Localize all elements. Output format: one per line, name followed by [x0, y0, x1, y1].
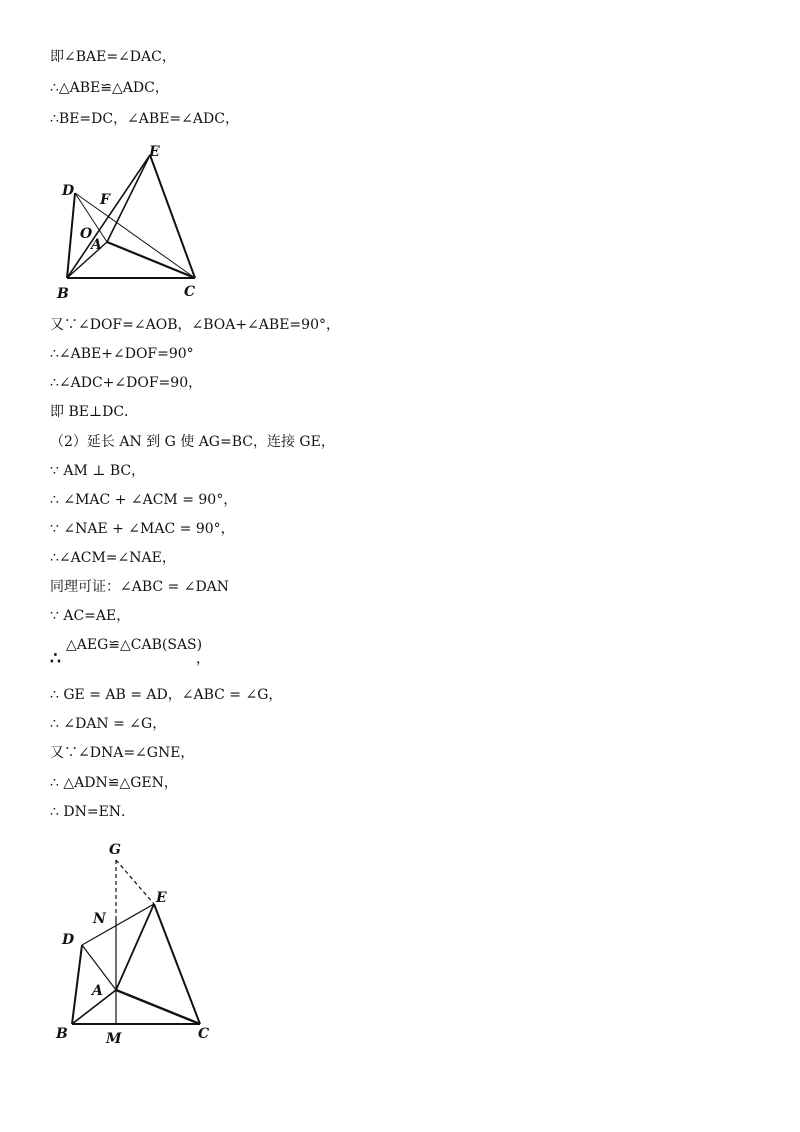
proof-line-4: 又∵∠DOF=∠AOB，∠BOA+∠ABE=90°，: [50, 317, 340, 333]
proof-line-17: 又∵∠DNA=∠GNE，: [50, 745, 195, 761]
segment-ac: [116, 990, 200, 1024]
segment-ce: [154, 904, 200, 1024]
label-f: F: [100, 192, 110, 208]
label-b: B: [56, 1026, 68, 1042]
label-a: A: [92, 983, 103, 999]
segment-ce: [150, 155, 195, 278]
segment-ae: [107, 155, 150, 242]
proof-line-16: ∴ ∠DAN = ∠G，: [50, 716, 167, 732]
label-c: C: [198, 1026, 210, 1042]
proof-line-18: ∴ △ADN≌△GEN，: [50, 775, 178, 791]
proof-line-2: ∴△ABE≌△ADC，: [50, 80, 169, 96]
proof-line-11: ∵ ∠NAE + ∠MAC = 90°，: [50, 521, 235, 537]
figure-2-svg: [50, 838, 225, 1053]
figure-1-svg: [50, 140, 220, 305]
figure-1-diagram: [50, 140, 220, 305]
label-c: C: [184, 284, 196, 300]
label-e: E: [149, 144, 160, 160]
proof-line-13: 同理可证：∠ABC = ∠DAN: [50, 579, 230, 595]
congruence-formula: △AEG≌△CAB(SAS): [66, 637, 203, 653]
proof-line-6: ∴∠ADC+∠DOF=90，: [50, 375, 203, 391]
segment-dc: [75, 193, 195, 278]
proof-line-9: ∵ AM ⊥ BC，: [50, 463, 146, 479]
label-d: D: [62, 183, 75, 199]
proof-line-19: ∴ DN=EN．: [50, 804, 136, 820]
proof-line-1: 即∠BAE=∠DAC，: [50, 49, 176, 65]
proof-line-8: （2）延长 AN 到 G 使 AG=BC，连接 GE，: [50, 434, 335, 450]
proof-line-14: ∵ AC=AE，: [50, 608, 131, 624]
label-d: D: [62, 932, 75, 948]
proof-line-10: ∴ ∠MAC + ∠ACM = 90°，: [50, 492, 238, 508]
label-e: E: [156, 890, 167, 906]
segment-ae: [116, 904, 154, 990]
proof-line-15: ∴ GE = AB = AD，∠ABC = ∠G，: [50, 687, 283, 703]
proof-line-7: 即 BE⊥DC．: [50, 404, 139, 420]
proof-line-5: ∴∠ABE+∠DOF=90°: [50, 346, 194, 362]
label-o: O: [80, 226, 93, 242]
label-a: A: [91, 237, 102, 253]
segment-bd: [72, 945, 82, 1024]
label-b: B: [57, 286, 69, 302]
segment-ge-dashed: [116, 860, 154, 904]
label-m: M: [106, 1031, 122, 1047]
proof-line-3: ∴BE=DC，∠ABE=∠ADC，: [50, 111, 239, 127]
figure-2-diagram: [50, 838, 225, 1053]
proof-line-12: ∴∠ACM=∠NAE，: [50, 550, 176, 566]
label-g: G: [109, 842, 121, 858]
segment-bd: [67, 193, 75, 278]
therefore-symbol: ∴: [50, 649, 61, 669]
label-n: N: [93, 911, 106, 927]
congruence-suffix: ，: [196, 651, 210, 667]
